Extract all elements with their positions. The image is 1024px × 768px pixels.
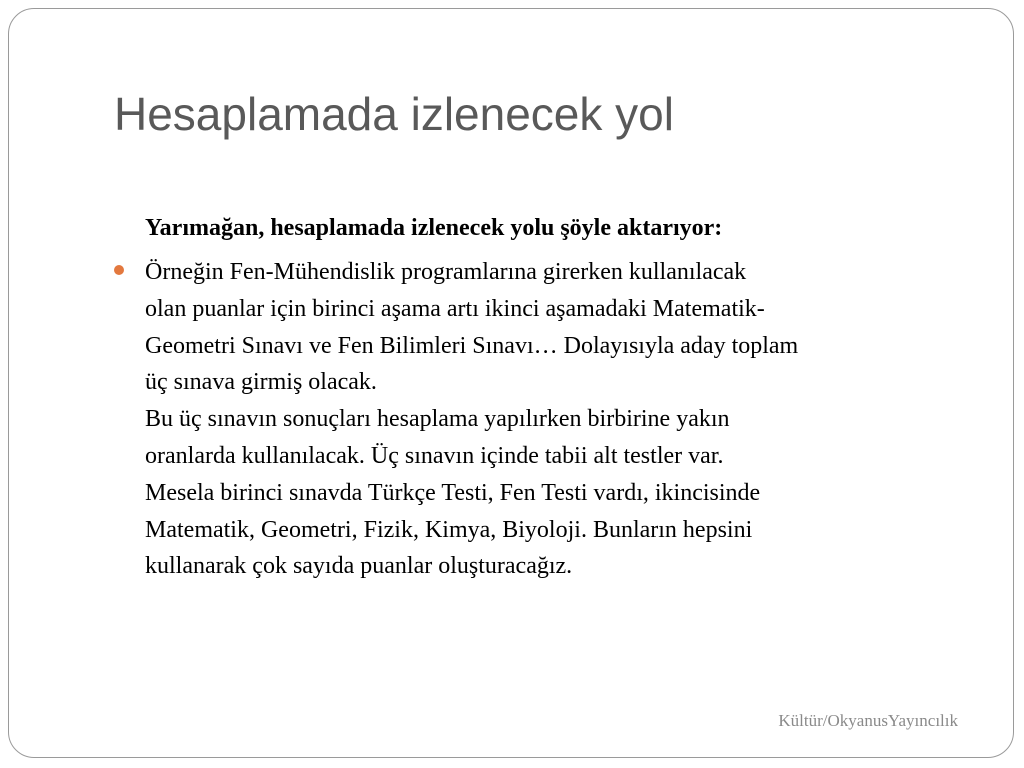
bullet-line: Geometri Sınavı ve Fen Bilimleri Sınavı… Dolayısıyla aday toplam (145, 332, 799, 359)
bullet-item (114, 254, 974, 585)
bullet-line: olan puanlar için birinci aşama artı ikinci aşamadaki Matematik- (145, 295, 765, 322)
slide-title: Hesaplamada izlenecek yol (114, 88, 674, 140)
bullet-line: Örneğin Fen-Mühendislik programlarına girerken kullanılacak (145, 259, 747, 285)
bullet-line: Matematik, Geometri, Fizik, Kimya, Biyoloji. Bunların hepsini (145, 516, 753, 543)
bullet-line: üç sınava girmiş olacak. (145, 369, 377, 396)
bullet-line: oranlarda kullanılacak. Üç sınavın içinde tabii alt testler var. (145, 442, 724, 469)
bullet-dot-icon (114, 265, 124, 275)
bullet-line: Bu üç sınavın sonuçları hesaplama yapılırken birbirine yakın (145, 406, 730, 433)
intro-text: Yarımağan, hesaplamada izlenecek yolu şöyle aktarıyor: (145, 215, 723, 241)
bullet-line: kullanarak çok sayıda puanlar oluşturacağız. (145, 553, 573, 580)
slide-body (114, 210, 974, 585)
footer-credit: Kültür/OkyanusYayıncılık (778, 711, 958, 730)
bullet-line: Mesela birinci sınavda Türkçe Testi, Fen Testi vardı, ikincisinde (145, 479, 761, 506)
